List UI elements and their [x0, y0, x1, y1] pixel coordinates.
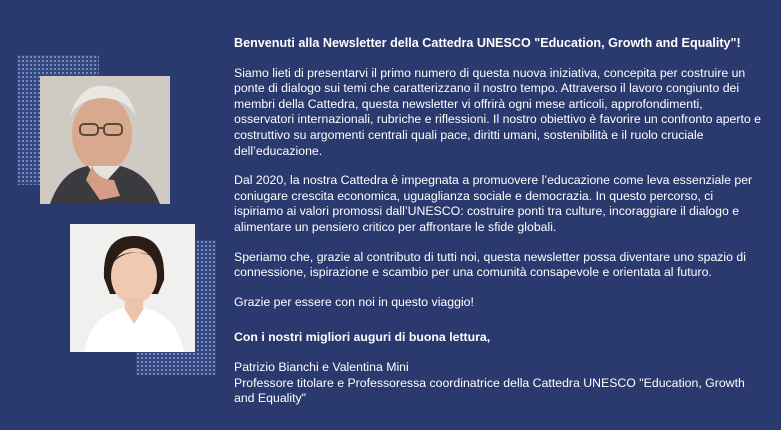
man-portrait-icon [40, 76, 170, 204]
mission-paragraph: Dal 2020, la nostra Cattedra è impegnata a promuovere l’educazione come leva essenziale per coniugare crescita economica, uguaglianza sociale e democrazia. In questo percorso, ci ispiriamo ai valori promossi dall’UNESCO: costruire ponti tra culture, incoraggiare il dialogo e alimentare un pensiero critico per affrontare le sfide globali. [234, 173, 753, 234]
photo-column [0, 0, 230, 430]
newsletter-heading: Benvenuti alla Newsletter della Cattedra UNESCO "Education, Growth and Equality"! [234, 36, 741, 50]
thanks-paragraph: Grazie per essere con noi in questo viaggio! [234, 294, 474, 309]
photo-valentina-mini [70, 224, 195, 352]
signature-titles: Professore titolare e Professoressa coordinatrice della Cattedra UNESCO "Education, Growth and Equality" [234, 375, 745, 406]
intro-paragraph: Siamo lieti di presentarvi il primo numero di questa nuova iniziativa, concepita per costruire un ponte di dialogo sui temi che caratterizzano il nostro tempo. Attraverso il lavoro congiunto dei membri della Cattedra, questa newsletter vi offrirà ogni mese articoli, approfondimenti, osservatori internazionali, rubriche e riflessioni. Il nostro obiettivo è favorire un confronto aperto e costruttivo su argomenti centrali quali pace, diritti umani, sostenibilità e il ruolo cruciale dell’educazione. [234, 65, 761, 158]
woman-portrait-icon [70, 224, 195, 352]
closing-wishes: Con i nostri migliori auguri di buona lettura, [234, 330, 491, 345]
photo-patrizio-bianchi [40, 76, 170, 204]
newsletter-content [234, 36, 764, 407]
hope-paragraph: Speriamo che, grazie al contributo di tutti noi, questa newsletter possa diventare uno spazio di connessione, ispirazione e scambio per una comunità consapevole e orientata al futuro. [234, 249, 746, 280]
signature-names: Patrizio Bianchi e Valentina Mini [234, 359, 409, 374]
